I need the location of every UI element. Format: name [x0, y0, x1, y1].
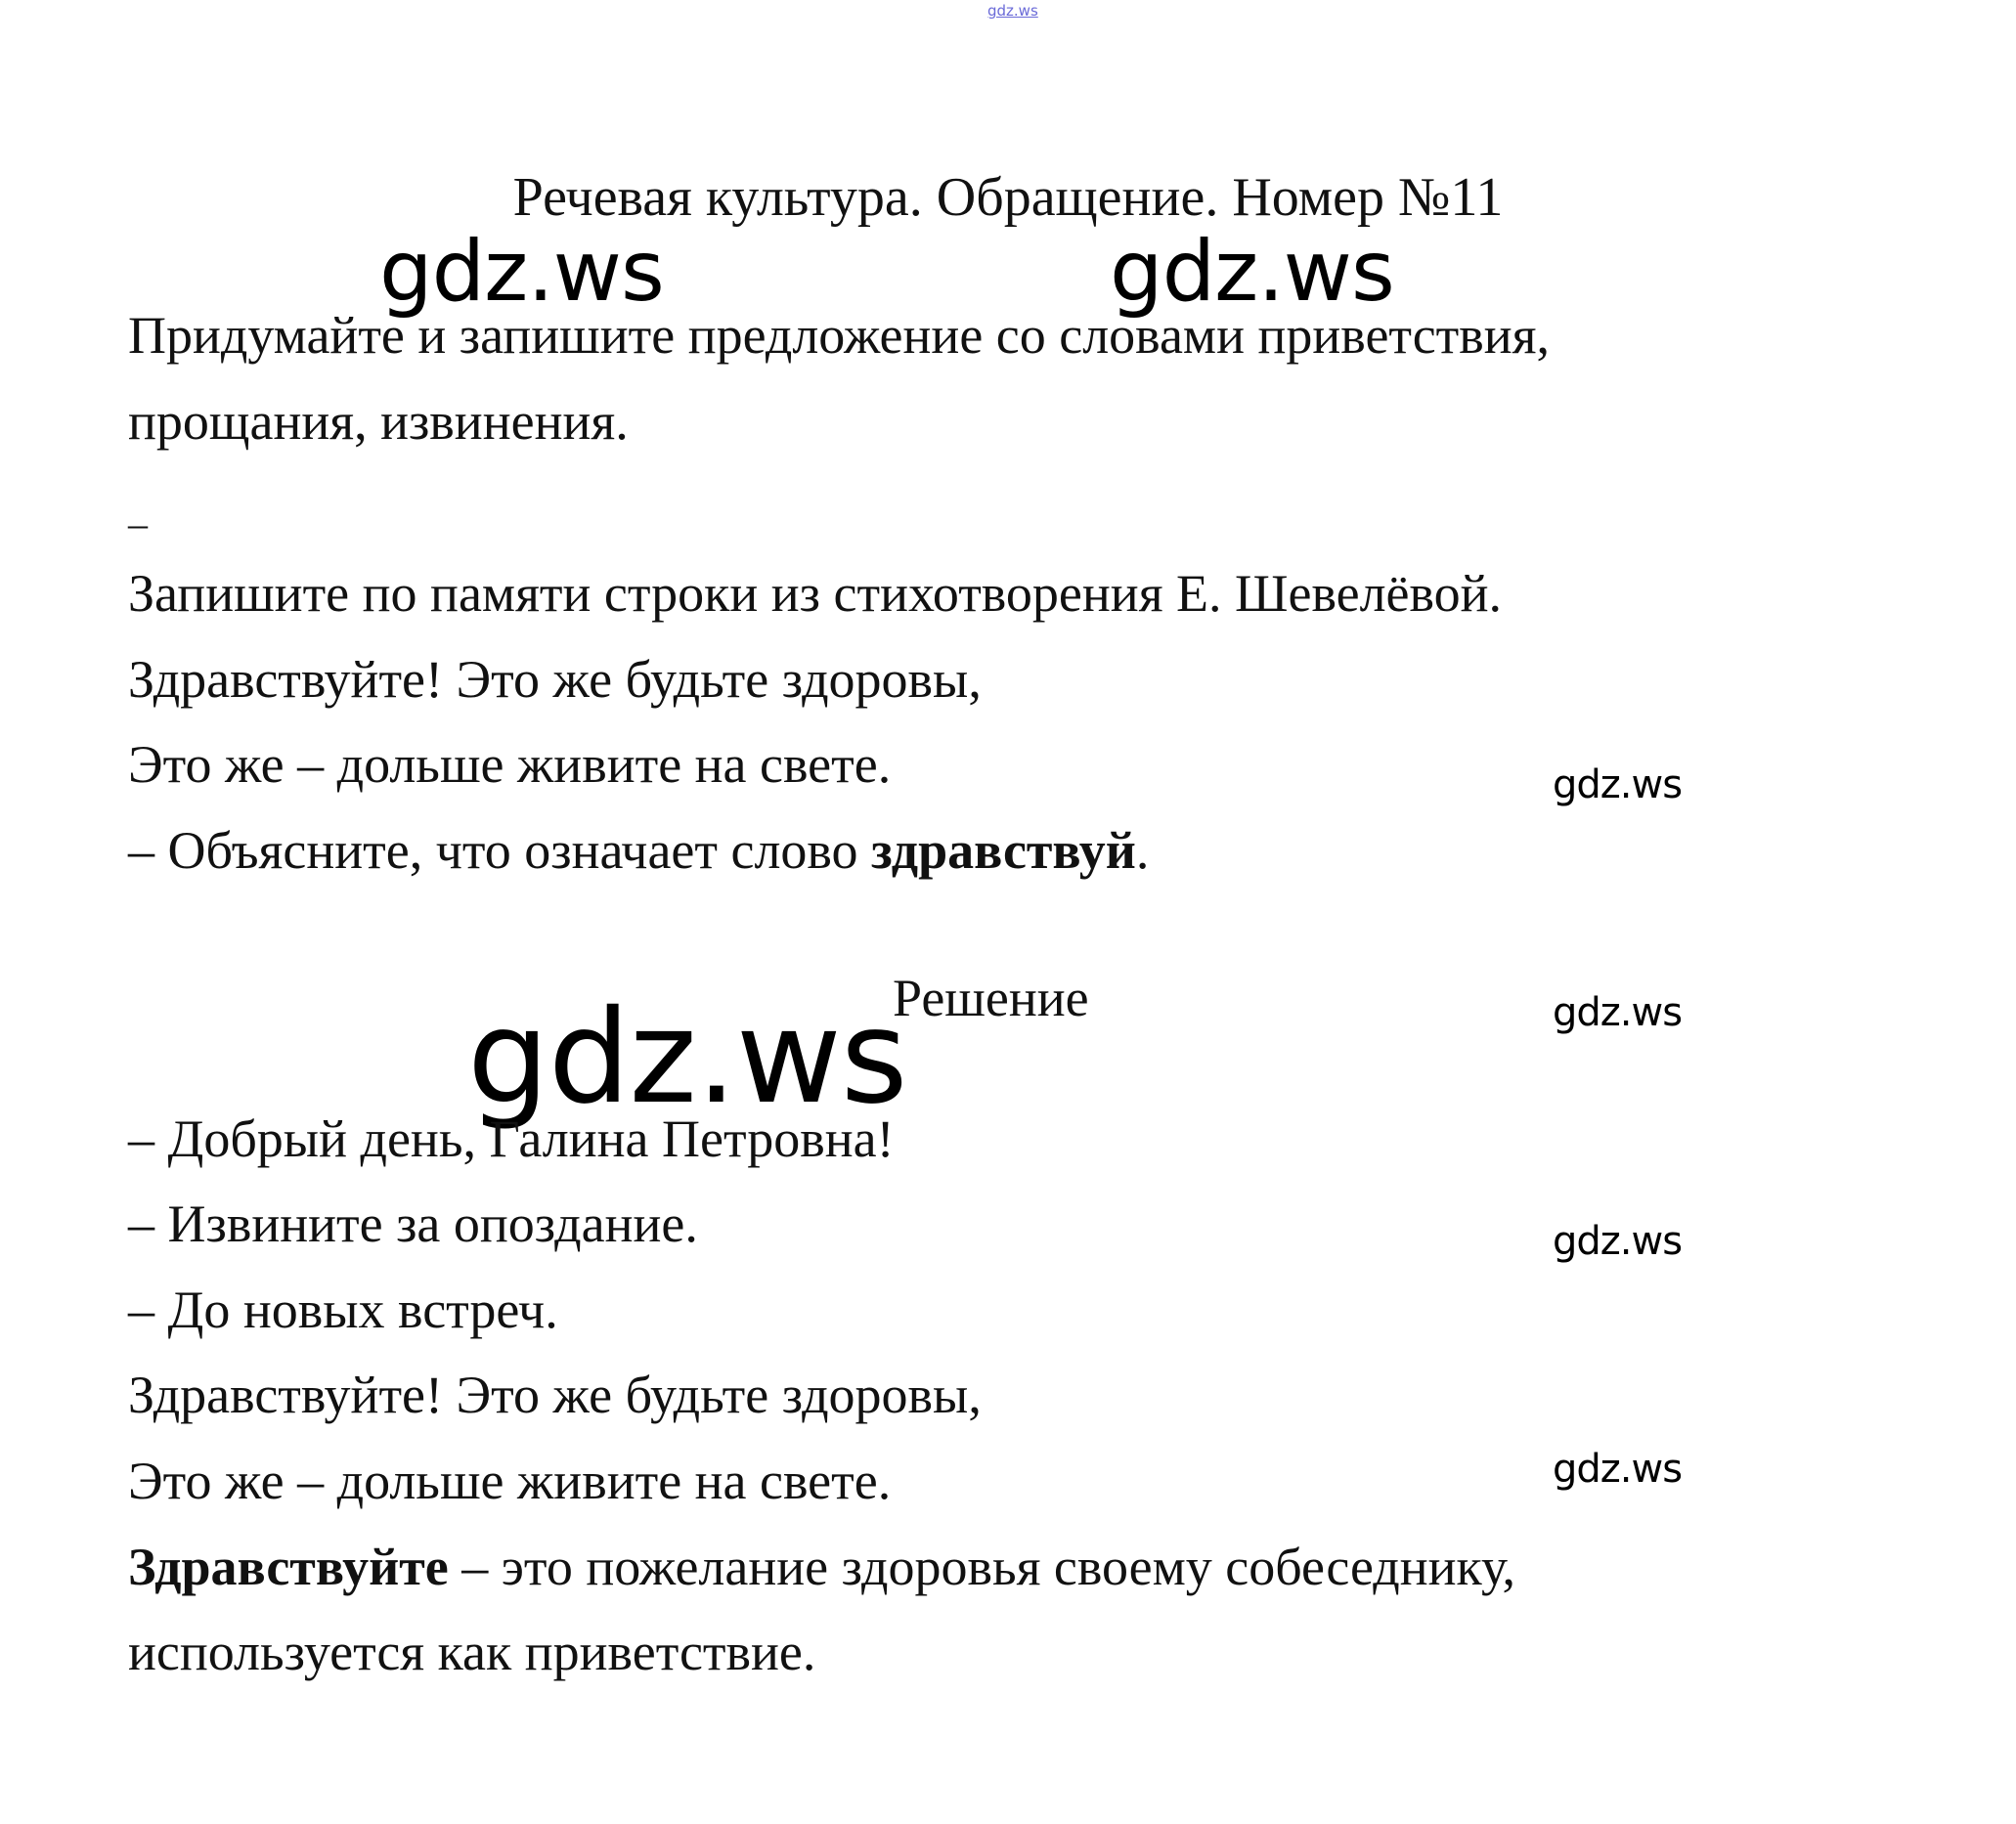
solution-line-1: – Добрый день, Галина Петровна!	[128, 1109, 895, 1168]
task-question	[128, 820, 1149, 881]
task-poem-line-1: Здравствуйте! Это же будьте здоровы,	[128, 650, 982, 709]
task-line-2: прощания, извинения.	[128, 392, 629, 451]
solution-poem-line-1: Здравствуйте! Это же будьте здоровы,	[128, 1366, 982, 1424]
question-keyword: здравствуй	[871, 821, 1136, 880]
page-title: Речевая культура. Обращение. Номер №11	[512, 167, 1504, 228]
solution-definition-line-2: используется как приветствие.	[128, 1623, 816, 1681]
watermark-large-left: gdz.ws	[379, 223, 664, 321]
watermark-huge: gdz.ws	[467, 982, 907, 1133]
watermark-small-4: gdz.ws	[1553, 1447, 1683, 1492]
solution-line-2: – Извините за опоздание.	[128, 1194, 698, 1253]
definition-term: Здравствуйте	[128, 1538, 449, 1596]
question-end: .	[1135, 821, 1150, 880]
task-line-3: Запишите по памяти строки из стихотворения Е. Шевелёвой.	[128, 564, 1503, 623]
definition-text: – это пожелание здоровья своему собеседнику,	[448, 1538, 1516, 1596]
solution-heading: Решение	[893, 969, 1089, 1027]
task-dash: –	[128, 501, 148, 545]
question-text: – Объясните, что означает слово	[128, 821, 872, 880]
task-poem-line-2: Это же – дольше живите на свете.	[128, 735, 892, 794]
solution-poem-line-2: Это же – дольше живите на свете.	[128, 1452, 892, 1510]
watermark-large-right: gdz.ws	[1110, 223, 1394, 321]
watermark-small-1: gdz.ws	[1553, 762, 1683, 807]
watermark-small-3: gdz.ws	[1553, 1219, 1683, 1264]
watermark-small-2: gdz.ws	[1553, 990, 1683, 1035]
solution-line-3: – До новых встреч.	[128, 1281, 558, 1339]
top-watermark-link[interactable]: gdz.ws	[987, 2, 1038, 20]
task-line-1: Придумайте и запишите предложение со словами приветствия,	[128, 306, 1550, 365]
solution-definition	[128, 1537, 1515, 1597]
